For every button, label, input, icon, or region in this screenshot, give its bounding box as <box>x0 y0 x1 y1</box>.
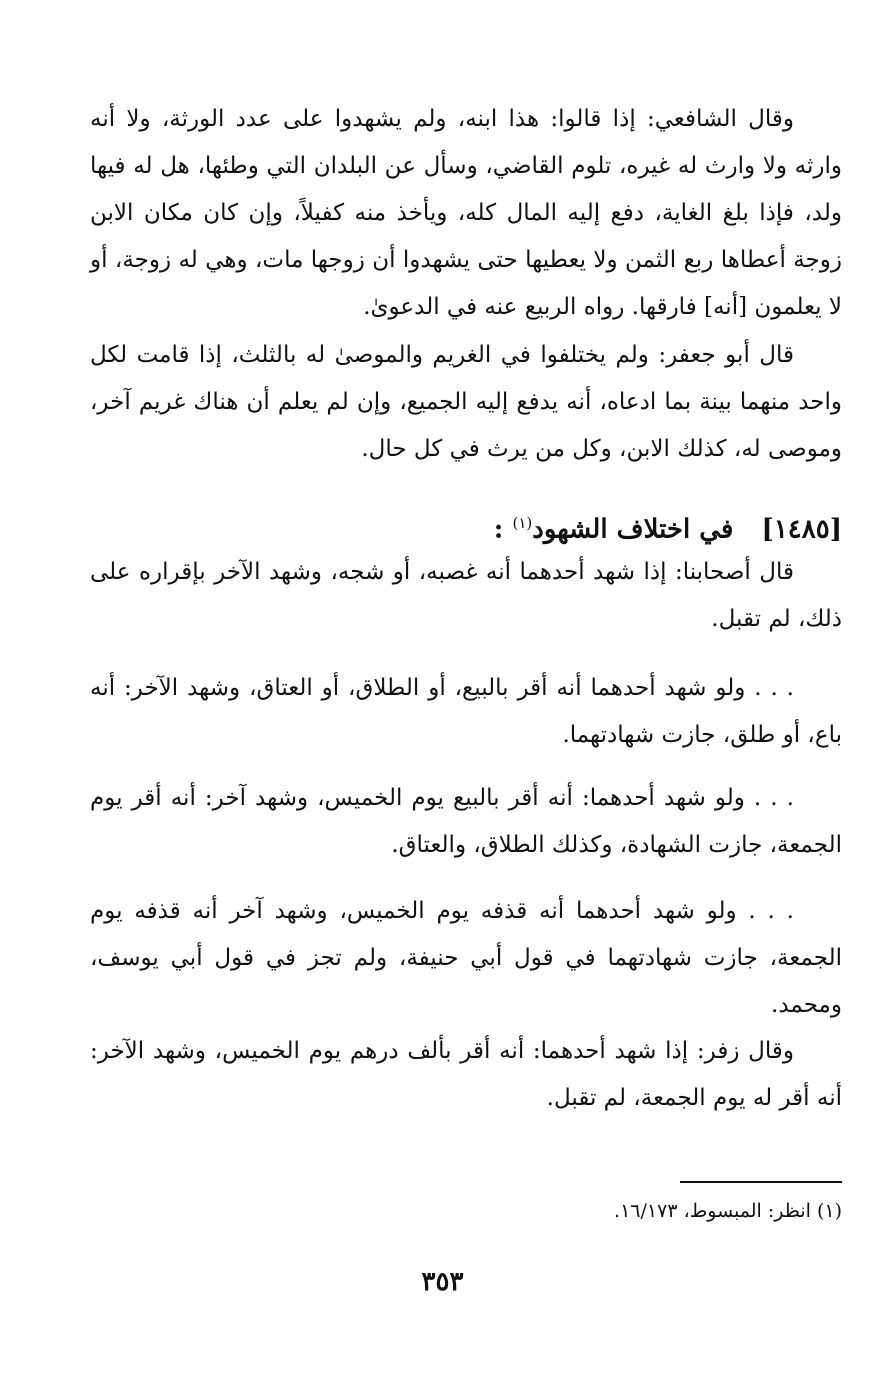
section-title: في اختلاف الشهود <box>532 514 734 545</box>
page-number: ٣٥٣ <box>421 1267 464 1297</box>
paragraph-abu-jafar: قال أبو جعفر: ولم يختلفوا في الغريم والموصىٰ له بالثلث، إذا قامت لكل واحد منهما بينة بما ادعاه، أنه يدفع إليه الجميع، وإن لم يعلم أن هناك غريم آخر، وموصى له، كذلك الابن، وكل من يرث في كل حال. <box>90 342 842 462</box>
paragraph-qadhf: . . . ولو شهد أحدهما أنه قذفه يوم الخميس، وشهد آخر أنه قذفه يوم الجمعة، جازت شهادتهما في قول أبي حنيفة، ولم تجز في قول أبي يوسف، ومحمد. <box>90 898 842 1018</box>
paragraph-zufar: وقال زفر: إذا شهد أحدهما: أنه أقر بألف درهم يوم الخميس، وشهد الآخر: أنه أقر له يوم الجمعة، لم تقبل. <box>90 1038 842 1111</box>
paragraph-khamis: . . . ولو شهد أحدهما: أنه أقر بالبيع يوم الخميس، وشهد آخر: أنه أقر يوم الجمعة، جازت الشهادة، وكذلك الطلاق، والعتاق. <box>90 785 842 858</box>
section-number: [١٤٨٥] <box>761 514 842 545</box>
paragraph-ashabuna: قال أصحابنا: إذا شهد أحدهما أنه غصبه، أو شجه، وشهد الآخر بإقراره على ذلك، لم تقبل. <box>90 559 842 632</box>
footnote: (١) انظر: المبسوط، ١٦/١٧٣. <box>614 1200 842 1222</box>
footnote-divider <box>680 1181 842 1183</box>
paragraph-bay: . . . ولو شهد أحدهما أنه أقر بالبيع، أو الطلاق، أو العتاق، وشهد الآخر: أنه باع، أو طلق، جازت شهادتهما. <box>90 675 842 748</box>
footnote-marker: (١) <box>512 514 533 532</box>
section-heading <box>90 503 842 550</box>
paragraph-shafii: وقال الشافعي: إذا قالوا: هذا ابنه، ولم يشهدوا على عدد الورثة، ولا أنه وارثه ولا وارث له غيره، تلوم القاضي، وسأل عن البلدان التي وطئها، هل له فيها ولد، فإذا بلغ الغاية، دفع إليه المال كله، ويأخذ منه كفيلاً، وإن كان مكان الابن زوجة أعطاها ربع الثمن ولا يعطيها حتى يشهدوا أن زوجها مات، وهي له زوجة، أو لا يعلمون [أنه] فارقها. رواه الربيع عنه في الدعوىٰ. <box>90 106 842 320</box>
heading-colon: : <box>493 514 504 545</box>
